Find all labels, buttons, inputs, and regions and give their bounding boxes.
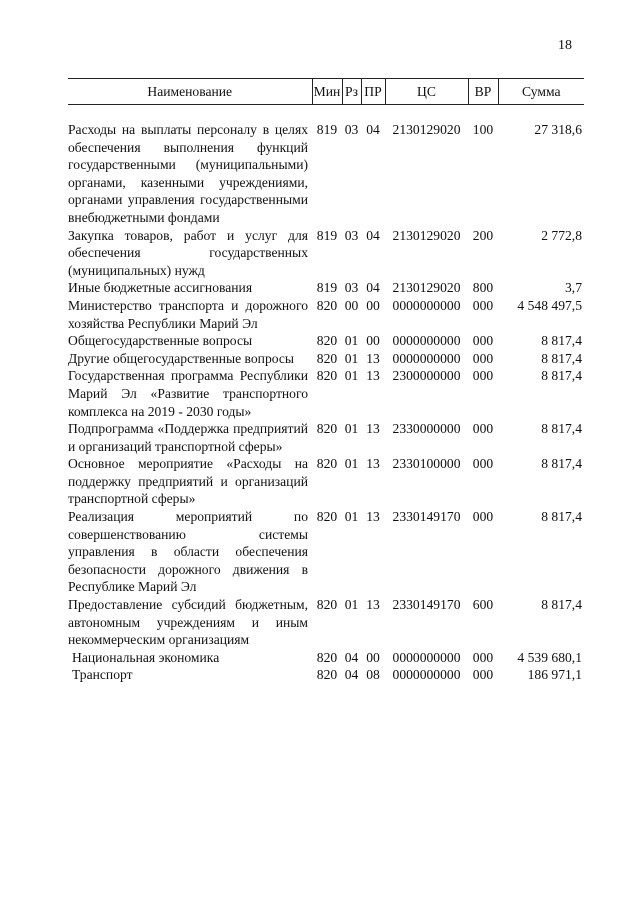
row-cs: 0000000000 xyxy=(392,297,461,313)
row-name: Расходы на выплаты персоналу в целях обеспечения выполнения функций государственными (муниципальными) органами, казенными учреждениями, органами управления государственными внебюджетными фондами xyxy=(68,122,308,225)
row-min: 820 xyxy=(316,297,338,313)
row-min: 819 xyxy=(316,122,338,137)
header-cs: ЦС xyxy=(385,79,468,105)
row-rz: 01 xyxy=(344,597,359,613)
row-sum: 27 318,6 xyxy=(534,122,582,137)
row-pr: 13 xyxy=(366,421,380,437)
row-cs: 2330149170 xyxy=(392,509,461,525)
row-cs: 2300000000 xyxy=(392,368,461,384)
row-vr: 000 xyxy=(472,368,494,384)
row-cs: 2130129020 xyxy=(392,122,461,137)
page-number: 18 xyxy=(558,38,572,53)
row-rz: 04 xyxy=(344,667,359,683)
row-min: 820 xyxy=(316,649,338,665)
row-name: Закупка товаров, работ и услуг для обеспечения государственных (муниципальных) нужд xyxy=(68,227,308,278)
row-name: Транспорт xyxy=(72,667,133,683)
row-name: Государственная программа Республики Марий Эл «Развитие транспортного комплекса на 2019 - 2030 годы» xyxy=(68,368,308,419)
row-rz: 01 xyxy=(344,509,359,525)
row-min: 820 xyxy=(316,421,338,437)
table-row xyxy=(68,350,584,368)
row-pr: 04 xyxy=(366,122,380,137)
row-min: 820 xyxy=(316,333,338,349)
row-vr: 000 xyxy=(472,649,494,665)
row-cs: 0000000000 xyxy=(392,350,461,366)
row-pr: 00 xyxy=(366,649,380,665)
row-cs: 0000000000 xyxy=(392,667,461,683)
row-pr: 08 xyxy=(366,667,380,683)
row-sum: 8 817,4 xyxy=(541,333,582,349)
row-rz: 01 xyxy=(344,350,359,366)
table-row xyxy=(68,121,584,227)
row-cs: 2330149170 xyxy=(392,597,461,613)
row-name: Реализация мероприятий по совершенствованию системы управления в области обеспечения безопасности дорожного движения в Республике Марий Эл xyxy=(68,509,308,595)
row-sum: 8 817,4 xyxy=(541,368,582,384)
row-name: Предоставление субсидий бюджетным, автономным учреждениям и иным некоммерческим организациям xyxy=(68,597,308,648)
header-pr: ПР xyxy=(361,79,385,105)
row-cs: 2330100000 xyxy=(392,456,461,472)
row-rz: 03 xyxy=(344,122,359,137)
header-name: Наименование xyxy=(68,79,312,105)
row-pr: 04 xyxy=(366,280,380,296)
row-vr: 000 xyxy=(472,509,494,525)
table-row xyxy=(68,596,584,649)
table-row xyxy=(68,649,584,667)
row-vr: 200 xyxy=(472,227,494,243)
row-vr: 000 xyxy=(472,667,494,683)
row-cs: 2130129020 xyxy=(392,227,461,243)
row-cs: 0000000000 xyxy=(392,649,461,665)
row-rz: 01 xyxy=(344,368,359,384)
table-row xyxy=(68,508,584,596)
row-name: Другие общегосударственные вопросы xyxy=(68,350,295,366)
row-sum: 8 817,4 xyxy=(541,509,582,525)
row-min: 820 xyxy=(316,597,338,613)
row-sum: 2 772,8 xyxy=(541,227,582,243)
table-row xyxy=(68,666,584,684)
row-name: Подпрограмма «Поддержка предприятий и организаций транспортной сферы» xyxy=(68,421,308,454)
row-pr: 00 xyxy=(366,297,380,313)
row-vr: 100 xyxy=(472,122,494,137)
row-vr: 000 xyxy=(472,297,494,313)
row-name: Министерство транспорта и дорожного хозяйства Республики Марий Эл xyxy=(68,297,308,331)
table-row xyxy=(68,367,584,420)
row-pr: 13 xyxy=(366,456,380,472)
row-cs: 0000000000 xyxy=(392,333,461,349)
table-row xyxy=(68,455,584,508)
table-row xyxy=(68,297,584,332)
row-pr: 13 xyxy=(366,368,380,384)
row-name: Общегосударственные вопросы xyxy=(68,333,253,349)
header-vr: ВР xyxy=(468,79,498,105)
row-min: 820 xyxy=(316,456,338,472)
row-sum: 8 817,4 xyxy=(541,421,582,437)
row-pr: 13 xyxy=(366,350,380,366)
row-name: Иные бюджетные ассигнования xyxy=(68,280,253,296)
row-cs: 2130129020 xyxy=(392,280,461,296)
table-row xyxy=(68,332,584,350)
table-row xyxy=(68,227,584,280)
row-rz: 04 xyxy=(344,649,359,665)
row-vr: 000 xyxy=(472,333,494,349)
row-min: 819 xyxy=(316,280,338,296)
row-rz: 01 xyxy=(344,456,359,472)
row-vr: 000 xyxy=(472,350,494,366)
row-vr: 600 xyxy=(472,597,494,613)
row-min: 819 xyxy=(316,227,338,243)
row-name: Основное мероприятие «Расходы на поддержку предприятий и организаций транспортной сферы» xyxy=(68,456,308,507)
table-body xyxy=(68,105,584,685)
row-pr: 13 xyxy=(366,509,380,525)
row-min: 820 xyxy=(316,350,338,366)
budget-table xyxy=(68,78,584,684)
row-sum: 8 817,4 xyxy=(541,350,582,366)
table-header xyxy=(68,79,584,105)
row-pr: 04 xyxy=(366,227,380,243)
row-pr: 00 xyxy=(366,333,380,349)
table-row xyxy=(68,420,584,455)
row-rz: 01 xyxy=(344,421,359,437)
row-min: 820 xyxy=(316,667,338,683)
row-name: Национальная экономика xyxy=(72,649,220,665)
row-sum: 3,7 xyxy=(565,280,582,296)
header-rz: Рз xyxy=(342,79,361,105)
row-sum: 8 817,4 xyxy=(541,456,582,472)
row-vr: 000 xyxy=(472,456,494,472)
row-cs: 2330000000 xyxy=(392,421,461,437)
header-min: Мин xyxy=(312,79,342,105)
table-row xyxy=(68,279,584,297)
row-min: 820 xyxy=(316,368,338,384)
row-vr: 800 xyxy=(472,280,494,296)
row-rz: 00 xyxy=(344,297,359,313)
row-rz: 03 xyxy=(344,280,359,296)
header-sum: Сумма xyxy=(498,79,584,105)
row-vr: 000 xyxy=(472,421,494,437)
row-sum: 4 539 680,1 xyxy=(517,649,582,665)
row-sum: 8 817,4 xyxy=(541,597,582,613)
row-sum: 4 548 497,5 xyxy=(517,297,582,313)
row-pr: 13 xyxy=(366,597,380,613)
row-sum: 186 971,1 xyxy=(527,667,582,683)
row-rz: 03 xyxy=(344,227,359,243)
row-min: 820 xyxy=(316,509,338,525)
row-rz: 01 xyxy=(344,333,359,349)
